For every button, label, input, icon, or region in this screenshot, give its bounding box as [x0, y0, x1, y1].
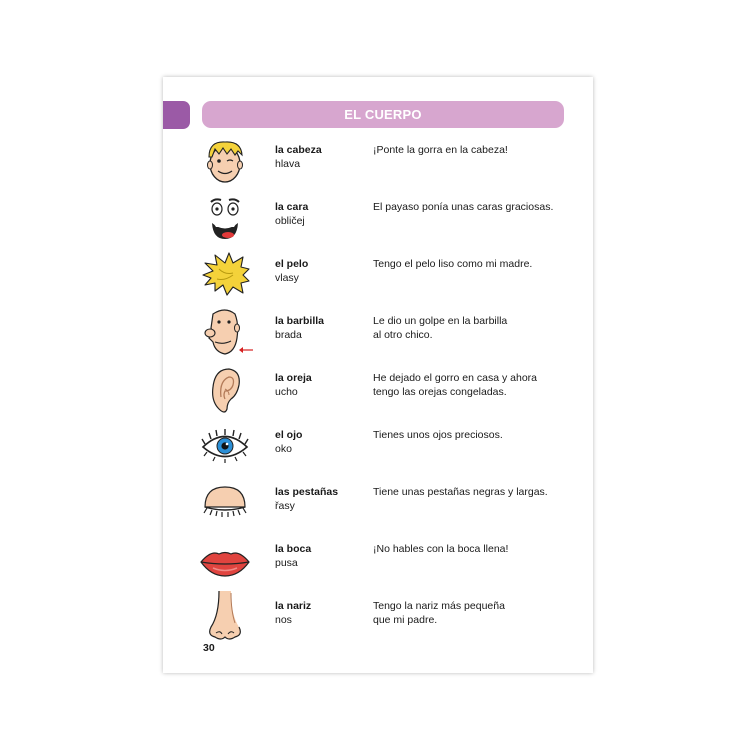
vocab-entry — [163, 599, 593, 656]
czech-translation: vlasy — [275, 272, 299, 284]
head-icon — [197, 137, 253, 187]
ear-icon — [197, 365, 253, 415]
face-icon — [197, 194, 253, 244]
vocab-entry — [163, 143, 593, 200]
section-header: EL CUERPO — [202, 101, 564, 128]
example-sentence: He dejado el gorro en casa y ahora tengo las orejas congeladas. — [373, 372, 538, 398]
czech-translation: řasy — [275, 500, 295, 512]
spanish-word: la cara — [275, 201, 309, 213]
example-sentence: Tengo el pelo liso como mi madre. — [373, 258, 533, 270]
nose-icon — [197, 589, 253, 645]
vocab-entry — [163, 314, 593, 371]
example-sentence: ¡No hables con la boca llena! — [373, 543, 509, 555]
spanish-word: la nariz — [275, 600, 312, 612]
mouth-icon — [197, 536, 253, 586]
spanish-word: el pelo — [275, 258, 309, 270]
example-sentence: Le dio un golpe en la barbilla al otro chico. — [373, 315, 508, 341]
example-sentence: Tienes unos ojos preciosos. — [373, 429, 503, 441]
czech-translation: obličej — [275, 215, 305, 227]
page-number: 30 — [203, 642, 215, 654]
hair-icon — [197, 251, 253, 301]
section-tab — [163, 101, 190, 129]
example-sentence: Tiene unas pestañas negras y largas. — [373, 486, 548, 498]
vocab-entry — [163, 371, 593, 428]
spanish-word: la boca — [275, 543, 312, 555]
book-page — [163, 77, 593, 673]
vocab-entry — [163, 485, 593, 542]
vocab-entry — [163, 257, 593, 314]
czech-translation: nos — [275, 614, 292, 626]
spanish-word: la oreja — [275, 372, 312, 384]
czech-translation: oko — [275, 443, 292, 455]
vocab-entry — [163, 428, 593, 485]
example-sentence: ¡Ponte la gorra en la cabeza! — [373, 144, 508, 156]
czech-translation: pusa — [275, 557, 298, 569]
spanish-word: la cabeza — [275, 144, 322, 156]
vocab-entry — [163, 200, 593, 257]
spanish-word: la barbilla — [275, 315, 325, 327]
example-sentence: El payaso ponía unas caras graciosas. — [373, 201, 554, 213]
eyelashes-icon — [197, 479, 253, 529]
eye-icon — [197, 422, 253, 472]
czech-translation: brada — [275, 329, 302, 341]
chin-icon — [197, 308, 253, 358]
czech-translation: ucho — [275, 386, 298, 398]
example-sentence: Tengo la nariz más pequeña que mi padre. — [373, 600, 505, 626]
spanish-word: las pestañas — [275, 486, 339, 498]
spanish-word: el ojo — [275, 429, 303, 441]
czech-translation: hlava — [275, 158, 301, 170]
